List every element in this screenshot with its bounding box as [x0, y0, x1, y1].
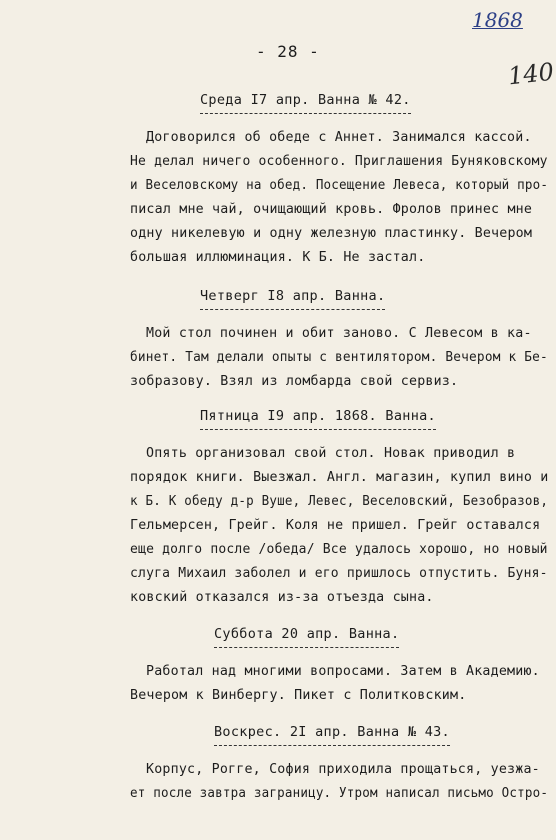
entry-line: ет после завтра заграницу. Утром написал письмо Остро- — [130, 786, 549, 801]
entry-line: Гельмерсен, Грейг. Коля не пришел. Грейг оставался — [130, 518, 541, 533]
entry-line: Вечером к Винбергу. Пикет с Политковским. — [130, 688, 467, 703]
entry-line: Договорился об обеде с Аннет. Занимался кассой. — [146, 130, 532, 145]
entry-line: Опять организовал свой стол. Новак приводил в — [146, 446, 516, 461]
entry-line: Не делал ничего особенного. Приглашения Буняковскому — [130, 154, 548, 169]
entry-line: одну никелевую и одну железную пластинку. Вечером — [130, 226, 533, 241]
entry-line: большая иллюминация. К Б. Не застал. — [130, 250, 426, 265]
entry-line: порядок книги. Выезжал. Англ. магазин, купил вино и — [130, 470, 549, 485]
entry-line: еще долго после /обеда/ Все удалось хорошо, но новый — [130, 542, 548, 557]
entry-line: бинет. Там делали опыты с вентилятором. Вечером к Бе- — [130, 350, 548, 365]
entry-line: и Веселовскому на обед. Посещение Левеса, который про- — [130, 178, 549, 193]
entry-line: слуга Михаил заболел и его пришлось отпустить. Буня- — [130, 566, 548, 581]
entry-line: Корпус, Рогге, София приходила прощаться, уезжа- — [146, 762, 540, 777]
entry-heading-thursday: Четверг I8 апр. Ванна. — [200, 288, 386, 304]
entry-heading-wednesday: Среда I7 апр. Ванна № 42. — [200, 92, 411, 108]
entry-line: Работал над многими вопросами. Затем в Академию. — [146, 664, 540, 679]
year-annotation: 1868 — [472, 8, 523, 32]
folio-number: 140 — [506, 57, 556, 91]
entry-heading-friday: Пятница I9 апр. 1868. Ванна. — [200, 408, 436, 424]
entry-heading-saturday: Суббота 20 апр. Ванна. — [214, 626, 400, 642]
entry-line: Мой стол починен и обит заново. С Левесом в ка- — [146, 326, 532, 341]
entry-line: ковский отказался из-за отъезда сына. — [130, 590, 434, 605]
entry-heading-sunday: Воскрес. 2I апр. Ванна № 43. — [214, 724, 450, 740]
page-number: - 28 - — [256, 42, 320, 61]
entry-line: зобразову. Взял из ломбарда свой сервиз. — [130, 374, 459, 389]
entry-line: к Б. К обеду д-р Вуше, Левес, Веселовский, Безобразов, — [130, 494, 549, 509]
entry-line: писал мне чай, очищающий кровь. Фролов принес мне — [130, 202, 533, 217]
